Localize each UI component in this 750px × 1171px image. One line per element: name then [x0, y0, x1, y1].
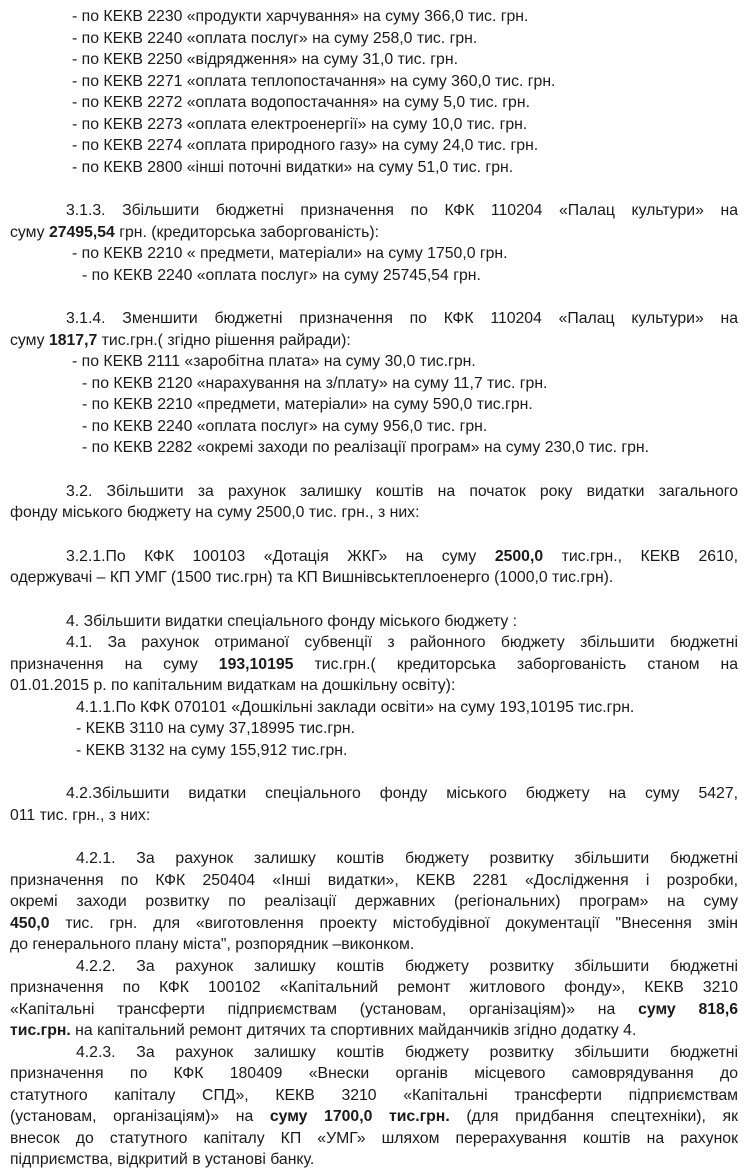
section-title: 4. Збільшити видатки спеціального фонду міського бюджету :	[66, 612, 518, 630]
section-4-2-3	[10, 1042, 738, 1171]
amount-bold: 1817,7	[48, 331, 98, 349]
amount-bold: тис.грн.	[10, 1022, 71, 1039]
list-item: - по КЕКВ 2210 «предмети, матеріали» на суму 590,0 тис.грн.	[82, 396, 533, 413]
list-item: - по КЕКВ 2273 «оплата електроенергії» на суму 10,0 тис. грн.	[72, 115, 528, 133]
paragraph-line: 01.01.2015 р. по капітальним видаткам на дошкільну освіту):	[10, 677, 456, 694]
paragraph-line: тис.грн. на капітальний ремонт дитячих та спортивних майданчиків згідно додатку 4.	[10, 1022, 637, 1039]
list-item: - КЕКВ 3110 на суму 37,18995 тис.грн.	[76, 720, 355, 737]
paragraph-line: статутного капіталу СПД», КЕКВ 3210 «Капітальні трансферти підприємствам	[10, 1086, 738, 1104]
list-item: - по КЕКВ 2272 «оплата водопостачання» на суму 5,0 тис. грн.	[72, 94, 530, 111]
section-3-1-3	[10, 200, 738, 286]
paragraph-line: (установам, організаціям)» на суму 1700,0 тис.грн. (для придбання спецтехніки), як	[10, 1108, 738, 1125]
paragraph-line: 4.1. За рахунок отриманої субвенції з районного бюджету збільшити бюджетні	[66, 634, 738, 651]
section-3-2	[10, 481, 738, 524]
section-4	[10, 611, 738, 762]
list-item: - по КЕКВ 2274 «оплата природного газу» на суму 24,0 тис. грн.	[72, 137, 539, 154]
paragraph-line: одержувачі – КП УМГ (1500 тис.грн) та КП Вишнівськтеплоенерго (1000,0 тис.грн).	[10, 569, 614, 586]
paragraph-line: суму 1817,7 тис.грн.( згідно рішення райради):	[10, 331, 351, 349]
paragraph-line: 011 тис. грн., з них:	[10, 806, 151, 824]
list-item: - по КЕКВ 2230 «продукти харчування» на суму 366,0 тис. грн.	[72, 8, 529, 25]
kekv-list-a	[10, 6, 738, 178]
paragraph-line: суму 27495,54 грн. (кредиторська заборгованість):	[10, 223, 380, 241]
list-item: - по КЕКВ 2800 «інші поточні видатки» на суму 51,0 тис. грн.	[72, 158, 514, 176]
paragraph-line: 450,0 тис. грн. для «виготовлення проекту містобудівної документації "Внесення змін	[10, 914, 738, 932]
paragraph-line: 4.2.3. За рахунок залишку коштів бюджету розвитку збільшити бюджетні	[76, 1043, 738, 1061]
list-item: - по КЕКВ 2111 «заробітна плата» на суму 30,0 тис.грн.	[72, 353, 476, 370]
paragraph-line: 3.1.3. Збільшити бюджетні призначення по КФК 110204 «Палац культури» на	[66, 202, 738, 219]
section-4-2-2	[10, 956, 738, 1042]
list-item: - по КЕКВ 2271 «оплата теплопостачання» на суму 360,0 тис. грн.	[72, 72, 556, 90]
paragraph-line: 4.2.Збільшити видатки спеціального фонду міського бюджету на суму 5427,	[66, 785, 738, 802]
amount-bold: суму 818,6	[638, 1000, 739, 1018]
paragraph-line: фонду міського бюджету на суму 2500,0 тис. грн., з них:	[10, 504, 420, 521]
paragraph-line: 3.2. Збільшити за рахунок залишку коштів на початок року видатки загального	[66, 482, 738, 500]
list-item: - по КЕКВ 2240 «оплата послуг» на суму 25745,54 грн.	[82, 266, 481, 284]
list-item: - по КЕКВ 2120 «нарахування на з/плату» на суму 11,7 тис. грн.	[82, 374, 548, 392]
list-item: - по КЕКВ 2240 «оплата послуг» на суму 956,0 тис. грн.	[82, 417, 488, 435]
amount-bold: суму 1700,0 тис.грн.	[269, 1108, 450, 1125]
list-item: - КЕКВ 3132 на суму 155,912 тис.грн.	[76, 741, 348, 759]
paragraph-line: окремі заходи розвитку по реалізації державних (регіональних) програм» на суму	[10, 893, 738, 910]
list-item: - по КЕКВ 2210 « предмети, матеріали» на суму 1750,0 грн.	[72, 245, 508, 262]
paragraph-line: 3.2.1.По КФК 100103 «Дотація ЖКГ» на суму 2500,0 тис.грн., КЕКВ 2610,	[66, 547, 738, 565]
amount-bold: 2500,0	[494, 547, 544, 565]
paragraph-line: призначення по КФК 100102 «Капітальний ремонт житлового фонду», КЕКВ 3210	[10, 979, 738, 996]
paragraph-line: 4.2.2. За рахунок залишку коштів бюджету розвитку збільшити бюджетні	[76, 957, 738, 975]
section-4-2	[10, 783, 738, 826]
section-4-2-1	[10, 848, 738, 956]
list-item: - по КЕКВ 2240 «оплата послуг» на суму 258,0 тис. грн.	[72, 29, 478, 47]
paragraph-line: призначення на суму 193,10195 тис.грн.( кредиторська заборгованість станом на	[10, 655, 738, 673]
paragraph-line: 4.2.1. За рахунок залишку коштів бюджету розвитку збільшити бюджетні	[76, 850, 738, 867]
paragraph-line: 3.1.4. Зменшити бюджетні призначення по КФК 110204 «Палац культури» на	[66, 310, 738, 327]
list-item: - по КЕКВ 2282 «окремі заходи по реалізації програм» на суму 230,0 тис. грн.	[82, 439, 650, 456]
paragraph-line: «Капітальні трансферти підприємствам (установам, організаціям)» на суму 818,6	[10, 1000, 739, 1018]
section-3-2-1	[10, 546, 738, 589]
section-3-1-4	[10, 308, 738, 459]
amount-bold: 27495,54	[48, 223, 115, 241]
paragraph-line: підприємства, відкритий в установі банку.	[10, 1151, 315, 1168]
amount-bold: 450,0	[10, 914, 50, 932]
list-item: - по КЕКВ 2250 «відрядження» на суму 31,0 тис. грн.	[72, 51, 458, 68]
paragraph-line: призначення по КФК 180409 «Внески органів місцевого самоврядування до	[10, 1065, 738, 1082]
paragraph-line: 4.1.1.По КФК 070101 «Дошкільні заклади освіти» на суму 193,10195 тис.грн.	[76, 698, 635, 716]
paragraph-line: до генерального плану міста", розпорядник –виконком.	[10, 936, 415, 953]
paragraph-line: внесок до статутного капіталу КП «УМГ» шляхом перерахування коштів на рахунок	[10, 1129, 738, 1147]
amount-bold: 193,10195	[218, 655, 294, 673]
paragraph-line: призначення по КФК 250404 «Інші видатки», КЕКВ 2281 «Дослідження і розробки,	[10, 871, 738, 889]
